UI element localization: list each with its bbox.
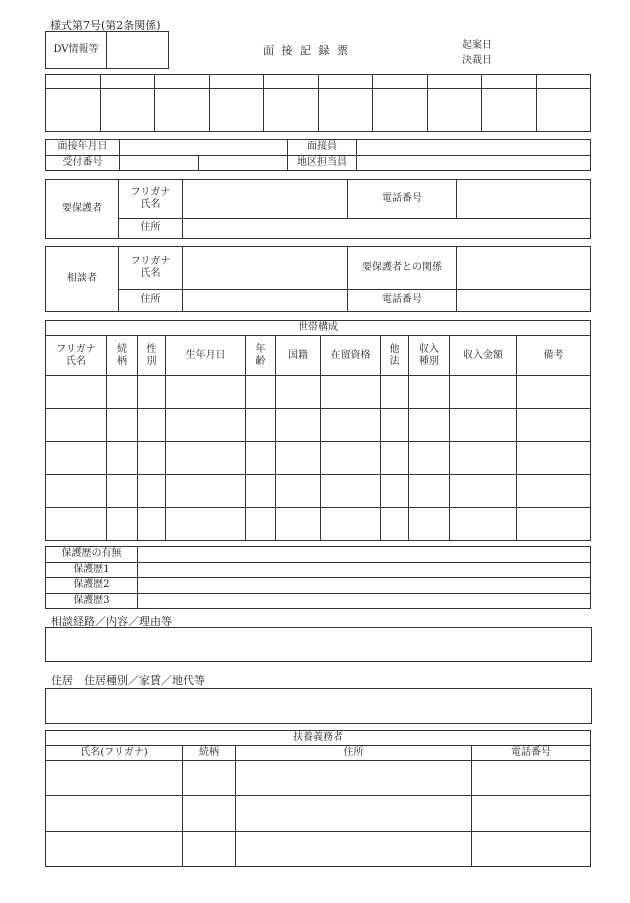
- support-cell[interactable]: [46, 796, 183, 831]
- stamp-cell[interactable]: [46, 75, 101, 89]
- household-table: [45, 320, 591, 541]
- reception-number-value[interactable]: [120, 155, 199, 171]
- household-col-header: 他 法: [381, 336, 409, 375]
- stamp-cell[interactable]: [318, 75, 373, 89]
- protected-person-name-label: [119, 180, 183, 219]
- support-col-address: 住所: [236, 746, 472, 761]
- household-cell[interactable]: [450, 507, 517, 540]
- support-col-name: 氏名(フリガナ): [46, 746, 183, 761]
- stamp-cell[interactable]: [373, 75, 428, 89]
- household-col-header: 年 齢: [246, 336, 276, 375]
- household-cell[interactable]: [450, 375, 517, 408]
- support-cell[interactable]: [236, 796, 472, 831]
- stamp-cell[interactable]: [373, 89, 428, 132]
- relation-label: 要保護者との関係: [348, 247, 457, 290]
- stamp-cell[interactable]: [209, 89, 264, 132]
- household-cell[interactable]: [517, 474, 591, 507]
- household-cell[interactable]: [107, 441, 138, 474]
- household-cell[interactable]: [321, 474, 381, 507]
- household-cell[interactable]: [276, 507, 321, 540]
- support-cell[interactable]: [236, 831, 472, 866]
- household-cell[interactable]: [450, 474, 517, 507]
- household-cell[interactable]: [166, 441, 246, 474]
- stamp-cell[interactable]: [264, 75, 319, 89]
- protection-history-table: [45, 546, 591, 609]
- furigana-label: フリガナ: [130, 186, 171, 198]
- household-cell[interactable]: [409, 507, 450, 540]
- stamp-cell[interactable]: [155, 89, 210, 132]
- household-title: 世帯構成: [46, 321, 591, 336]
- stamp-cell[interactable]: [482, 75, 537, 89]
- consultant-name-value[interactable]: [183, 247, 348, 290]
- name-label: 氏名: [140, 267, 161, 279]
- history-item-2: 保護歴2: [46, 578, 138, 594]
- consultant-name-label: [119, 247, 183, 290]
- stamp-cell[interactable]: [100, 75, 155, 89]
- household-cell[interactable]: [107, 375, 138, 408]
- protected-person-address-value[interactable]: [183, 218, 591, 238]
- reception-number-label: 受付番号: [46, 155, 120, 171]
- household-cell[interactable]: [138, 474, 166, 507]
- household-cell[interactable]: [138, 507, 166, 540]
- stamp-cell[interactable]: [536, 75, 591, 89]
- support-cell[interactable]: [46, 761, 183, 796]
- household-cell[interactable]: [450, 441, 517, 474]
- stamp-cell[interactable]: [536, 89, 591, 132]
- history-item-3: 保護歴3: [46, 593, 138, 609]
- protected-person-phone-value[interactable]: [457, 180, 591, 219]
- household-col-header: 続 柄: [107, 336, 138, 375]
- household-cell[interactable]: [46, 408, 107, 441]
- household-cell[interactable]: [107, 474, 138, 507]
- household-cell[interactable]: [276, 441, 321, 474]
- protected-person-name-value[interactable]: [183, 180, 348, 219]
- household-cell[interactable]: [138, 375, 166, 408]
- history-item-3-value[interactable]: [138, 593, 591, 609]
- consultation-box[interactable]: [45, 627, 592, 662]
- consultant-address-label: 住所: [119, 289, 183, 311]
- consultation-label: 相談経路／内容／理由等: [51, 615, 172, 628]
- form-number: 様式第7号(第2条関係): [50, 19, 161, 32]
- household-cell[interactable]: [381, 507, 409, 540]
- history-item-1-value[interactable]: [138, 562, 591, 578]
- household-cell[interactable]: [381, 408, 409, 441]
- support-col-relation: 続柄: [183, 746, 236, 761]
- history-item-2-value[interactable]: [138, 578, 591, 594]
- furigana-label: フリガナ: [130, 255, 171, 267]
- household-cell[interactable]: [166, 507, 246, 540]
- household-cell[interactable]: [321, 441, 381, 474]
- support-cell[interactable]: [236, 761, 472, 796]
- household-col-header: 国籍: [276, 336, 321, 375]
- household-cell[interactable]: [276, 375, 321, 408]
- household-row: [46, 408, 591, 441]
- household-cell[interactable]: [276, 474, 321, 507]
- household-cell[interactable]: [409, 474, 450, 507]
- support-cell[interactable]: [183, 796, 236, 831]
- stamp-cell[interactable]: [427, 75, 482, 89]
- district-officer-label: 地区担当員: [288, 155, 357, 171]
- protected-person-section: [45, 179, 591, 239]
- household-cell[interactable]: [138, 441, 166, 474]
- dv-info-label: DV情報等: [46, 32, 107, 69]
- protected-person-title: 要保護者: [46, 180, 119, 239]
- relation-value[interactable]: [457, 247, 591, 290]
- household-col-header: 在留資格: [321, 336, 381, 375]
- household-cell[interactable]: [381, 375, 409, 408]
- household-cell[interactable]: [450, 408, 517, 441]
- support-col-phone: 電話番号: [472, 746, 591, 761]
- household-cell[interactable]: [46, 375, 107, 408]
- household-cell[interactable]: [321, 507, 381, 540]
- household-cell[interactable]: [107, 507, 138, 540]
- support-cell[interactable]: [46, 831, 183, 866]
- household-cell[interactable]: [246, 507, 276, 540]
- stamp-cell[interactable]: [100, 89, 155, 132]
- stamp-grid: [45, 74, 591, 132]
- reception-number-value-2[interactable]: [199, 155, 288, 171]
- household-cell[interactable]: [138, 408, 166, 441]
- household-cell[interactable]: [246, 375, 276, 408]
- dv-info-box: [45, 31, 169, 69]
- interviewer-value[interactable]: [357, 140, 591, 156]
- household-cell[interactable]: [517, 441, 591, 474]
- stamp-cell[interactable]: [209, 75, 264, 89]
- consultant-section: [45, 246, 591, 312]
- draft-date-label: 起案日: [462, 40, 492, 51]
- household-cell[interactable]: [246, 408, 276, 441]
- household-cell[interactable]: [409, 375, 450, 408]
- household-cell[interactable]: [381, 474, 409, 507]
- interview-info: [45, 139, 591, 171]
- household-cell[interactable]: [381, 441, 409, 474]
- household-cell[interactable]: [321, 408, 381, 441]
- stamp-cell[interactable]: [427, 89, 482, 132]
- household-cell[interactable]: [107, 408, 138, 441]
- household-cell[interactable]: [276, 408, 321, 441]
- household-row: [46, 375, 591, 408]
- page-title: 面 接 記 録 票: [263, 44, 350, 57]
- household-col-header: 性 別: [138, 336, 166, 375]
- consultant-title: 相談者: [46, 247, 119, 312]
- history-title: 保護歴の有無: [46, 547, 138, 563]
- approval-date-label: 決裁日: [462, 55, 492, 66]
- support-obligors-table: [45, 730, 591, 867]
- stamp-cell[interactable]: [46, 89, 101, 132]
- household-cell[interactable]: [517, 408, 591, 441]
- household-cell[interactable]: [517, 375, 591, 408]
- household-col-header: 収入 種別: [409, 336, 450, 375]
- household-cell[interactable]: [46, 474, 107, 507]
- household-cell[interactable]: [166, 375, 246, 408]
- household-row: [46, 441, 591, 474]
- household-cell[interactable]: [246, 474, 276, 507]
- consultant-phone-value[interactable]: [457, 289, 591, 311]
- support-cell[interactable]: [472, 796, 591, 831]
- history-value[interactable]: [138, 547, 591, 563]
- protected-person-address-label: 住所: [119, 218, 183, 238]
- household-cell[interactable]: [46, 441, 107, 474]
- household-header-row: [46, 336, 591, 375]
- consultant-address-value[interactable]: [183, 289, 348, 311]
- household-col-header: 収入金額: [450, 336, 517, 375]
- stamp-cell[interactable]: [482, 89, 537, 132]
- household-cell[interactable]: [166, 408, 246, 441]
- support-cell[interactable]: [183, 831, 236, 866]
- household-cell[interactable]: [517, 507, 591, 540]
- household-col-header: 備考: [517, 336, 591, 375]
- household-cell[interactable]: [246, 441, 276, 474]
- protected-person-phone-label: 電話番号: [348, 180, 457, 219]
- interviewer-label: 面接員: [288, 140, 357, 156]
- stamp-cell[interactable]: [264, 89, 319, 132]
- dv-info-value[interactable]: [107, 32, 169, 69]
- household-cell[interactable]: [46, 507, 107, 540]
- household-col-header: フリガナ 氏名: [46, 336, 107, 375]
- consultant-phone-label: 電話番号: [348, 289, 457, 311]
- household-row: [46, 474, 591, 507]
- household-cell[interactable]: [409, 441, 450, 474]
- household-cell[interactable]: [409, 408, 450, 441]
- support-cell[interactable]: [472, 761, 591, 796]
- name-label: 氏名: [140, 198, 161, 210]
- stamp-cell[interactable]: [318, 89, 373, 132]
- household-cell[interactable]: [321, 375, 381, 408]
- residence-box[interactable]: [45, 688, 592, 724]
- support-cell[interactable]: [183, 761, 236, 796]
- stamp-cell[interactable]: [155, 75, 210, 89]
- support-cell[interactable]: [472, 831, 591, 866]
- household-col-header: 生年月日: [166, 336, 246, 375]
- household-cell[interactable]: [166, 474, 246, 507]
- district-officer-value[interactable]: [357, 155, 591, 171]
- interview-date-label: 面接年月日: [46, 140, 120, 156]
- residence-label: 住居 住居種別／家賃／地代等: [51, 674, 205, 687]
- interview-date-value[interactable]: [120, 140, 288, 156]
- support-title: 扶養義務者: [46, 731, 591, 746]
- history-item-1: 保護歴1: [46, 562, 138, 578]
- household-row: [46, 507, 591, 540]
